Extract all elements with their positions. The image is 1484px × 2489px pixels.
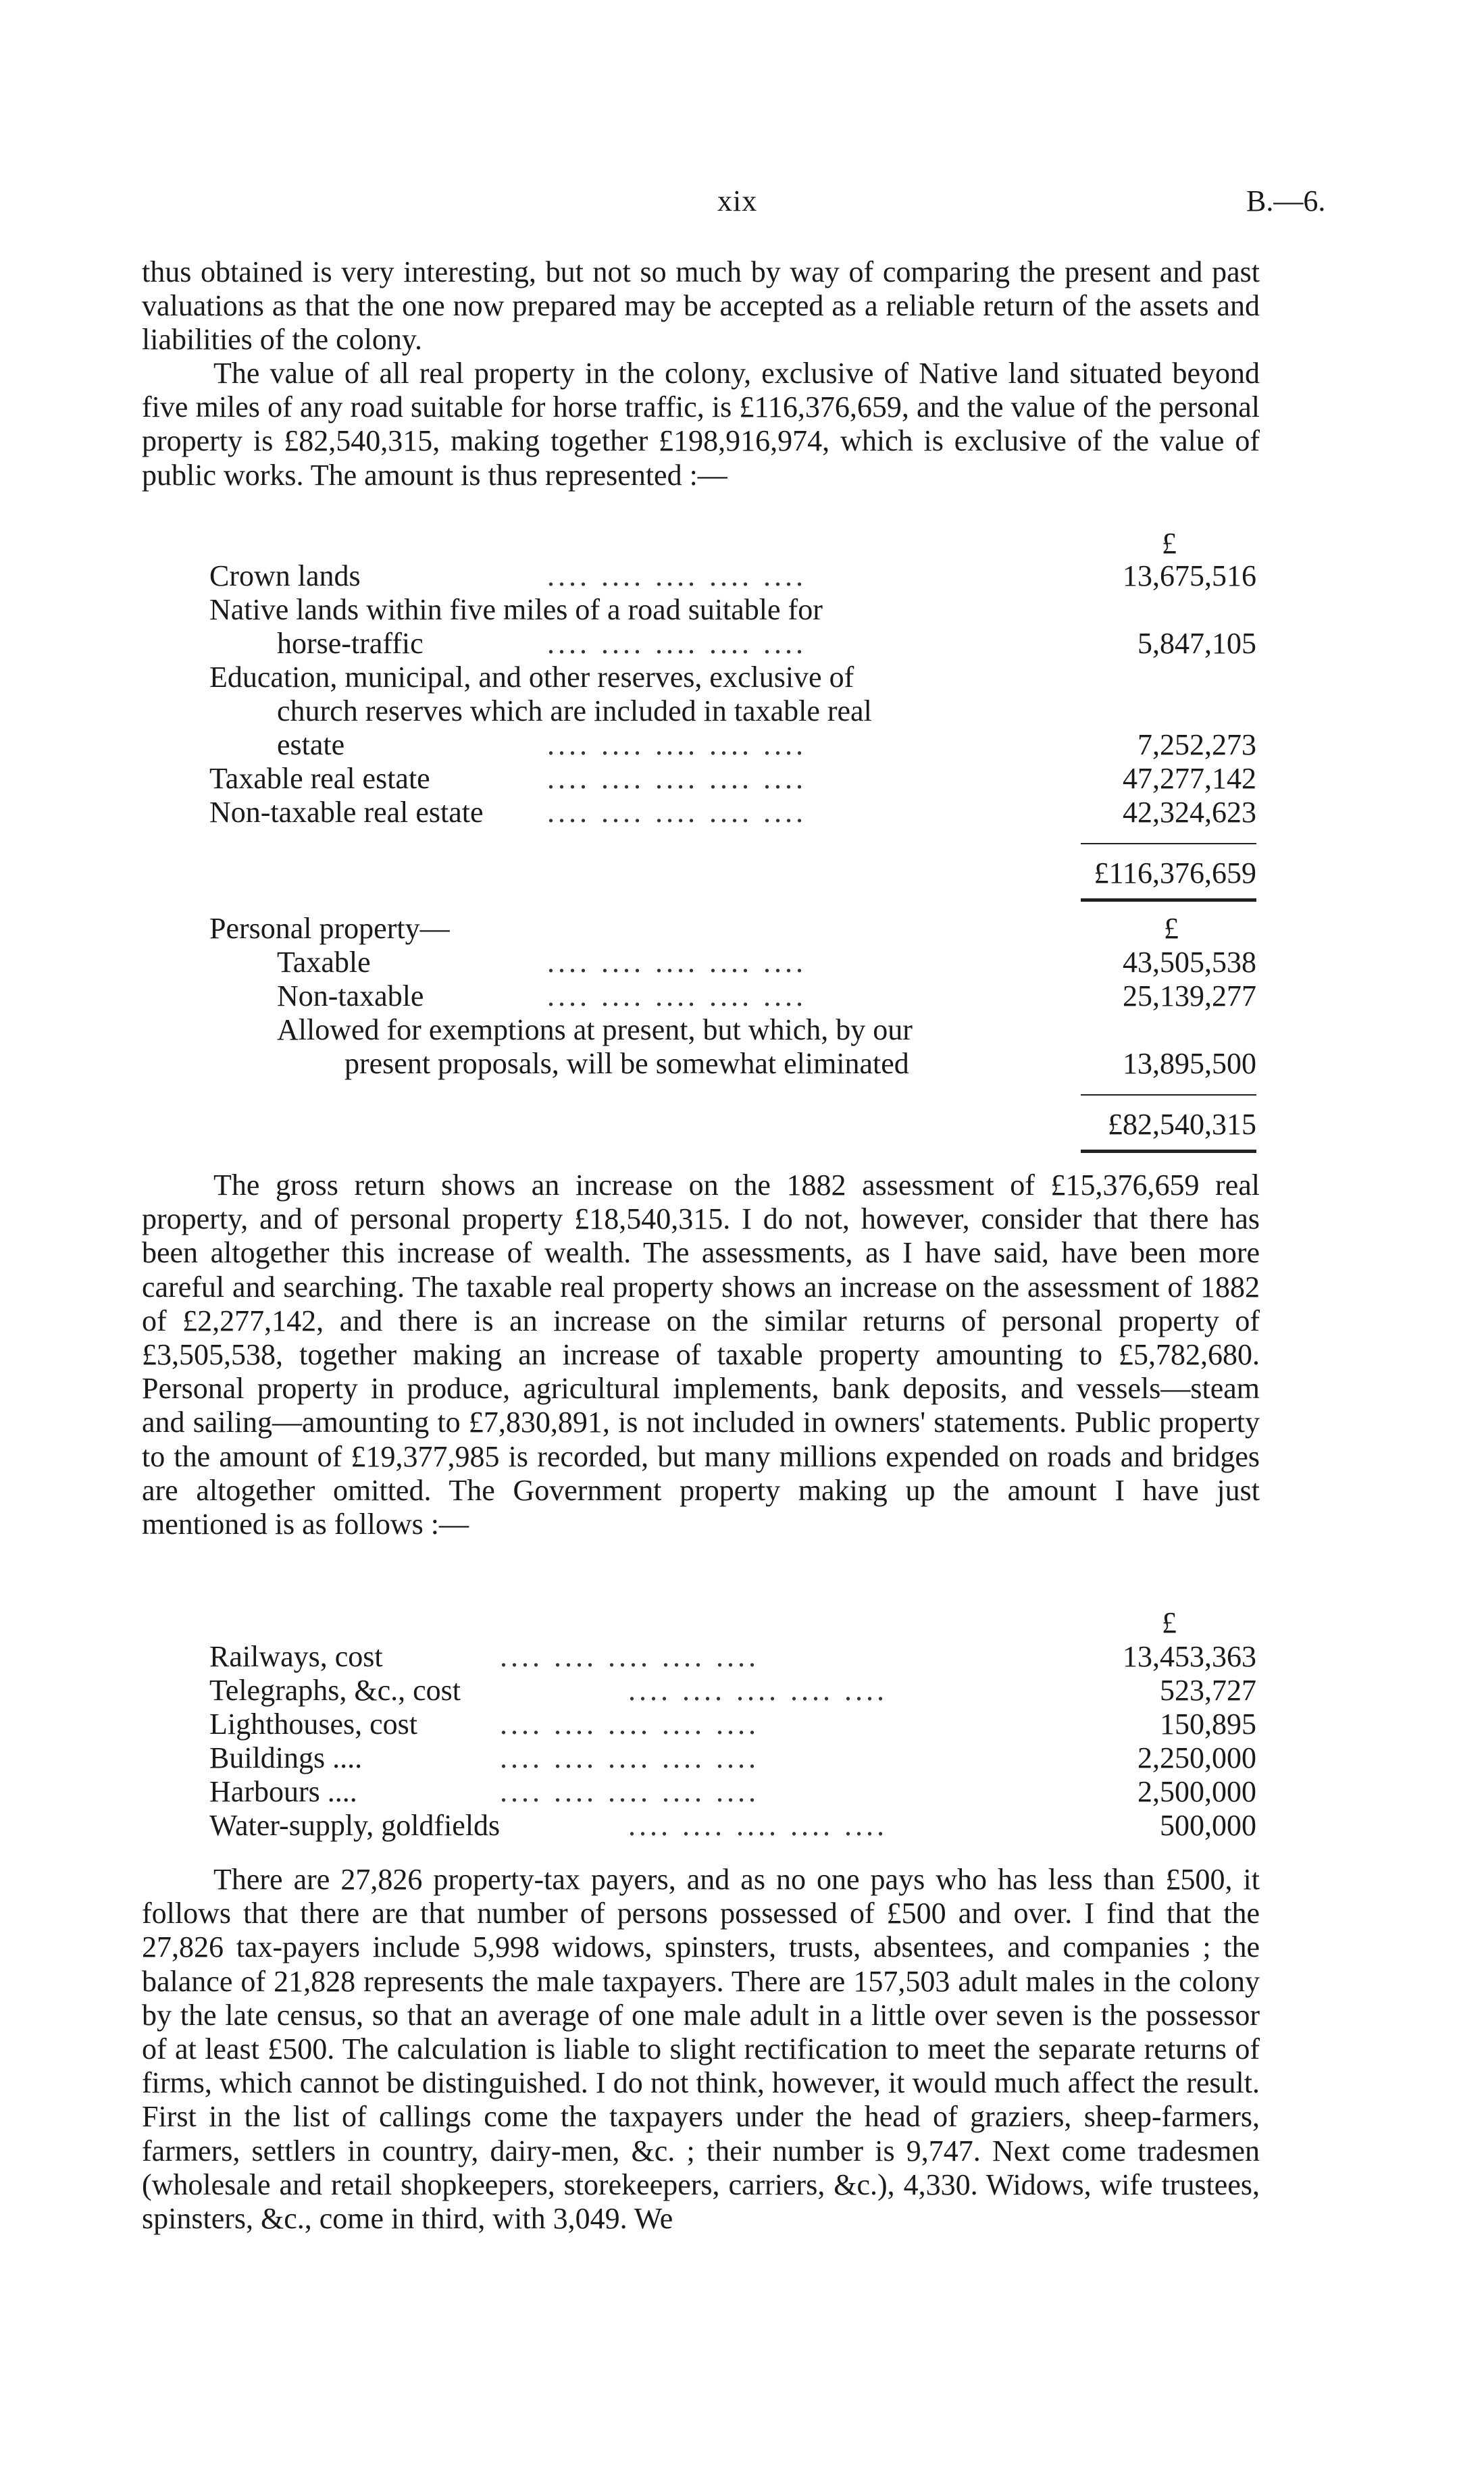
- table-row: [209, 796, 1256, 829]
- row-label: Non-taxable: [277, 979, 424, 1012]
- row-label: Taxable: [277, 946, 371, 979]
- row-amount: 500,000: [1160, 1809, 1256, 1842]
- leader-dots: .... .... .... .... ....: [500, 1775, 759, 1808]
- leader-dots: .... .... .... .... ....: [547, 946, 807, 979]
- table-row: [209, 728, 1256, 762]
- total-rule: [1081, 898, 1256, 902]
- row-label: horse-traffic: [277, 627, 424, 660]
- table-row: [209, 1047, 1256, 1081]
- row-label: Harbours ....: [209, 1775, 357, 1808]
- personal-property-total: £82,540,315: [1108, 1108, 1256, 1141]
- paragraph-gross-return: The gross return shows an increase on the 1882 assessment of £15,376,659 real property, and of personal property £18,540,315. I do not, however, consider that there has been altogether this increase of wealth. The assessments, as I have said, have been more careful and searching. The taxable real property shows an increase on the assessment of 1882 of £2,277,142, and there is an increase on the similar returns of personal property of £3,505,538, together making an increase of taxable property amounting to £5,782,680. Personal property in produce, agricultural implements, bank deposits, and vessels—steam and sailing—amounting to £7,830,891, is not included in owners' statements. Public property to the amount of £19,377,985 is recorded, but many millions expended on roads and bridges are altogether omitted. The Government property making up the amount I have just mentioned is as follows :—: [142, 1169, 1260, 1541]
- row-amount: 13,453,363: [1123, 1640, 1256, 1673]
- leader-dots: .... .... .... .... ....: [547, 559, 807, 592]
- table-row: [209, 1741, 1256, 1775]
- table-row-label-line: [209, 593, 1256, 627]
- leader-dots: .... .... .... .... ....: [500, 1741, 759, 1774]
- row-label: Education, municipal, and other reserves, exclusive of: [209, 661, 854, 694]
- row-label: Taxable real estate: [209, 762, 430, 795]
- row-label: estate: [277, 728, 345, 761]
- leader-dots: .... .... .... .... ....: [628, 1809, 888, 1842]
- row-amount: 150,895: [1160, 1708, 1256, 1741]
- table-row: [209, 1674, 1256, 1708]
- table-row: [209, 1640, 1256, 1674]
- table-row: [209, 1775, 1256, 1809]
- row-amount: 2,250,000: [1137, 1741, 1256, 1774]
- currency-header: £: [1164, 912, 1179, 945]
- row-amount: 5,847,105: [1137, 627, 1256, 660]
- table-row: [209, 979, 1256, 1013]
- personal-property-heading: Personal property—: [209, 912, 450, 945]
- row-amount: 13,895,500: [1123, 1047, 1256, 1080]
- paragraph-real-property-intro: The value of all real property in the colony, exclusive of Native land situated beyond five miles of any road suitable for horse traffic, is £116,376,659, and the value of the personal property is £82,540,315, making together £198,916,974, which is exclusive of the value of public works. The amount is thus represented :—: [142, 357, 1260, 492]
- row-amount: 42,324,623: [1123, 796, 1256, 829]
- currency-header: £: [1162, 527, 1177, 560]
- leader-dots: .... .... .... .... ....: [547, 627, 807, 660]
- leader-dots: .... .... .... .... ....: [500, 1708, 759, 1741]
- row-label: church reserves which are included in taxable real: [277, 694, 872, 727]
- table-row: [209, 1809, 1256, 1843]
- row-label: Lighthouses, cost: [209, 1708, 417, 1741]
- table-row: [209, 627, 1256, 661]
- row-amount: 2,500,000: [1137, 1775, 1256, 1808]
- row-amount: 13,675,516: [1123, 559, 1256, 592]
- leader-dots: .... .... .... .... ....: [547, 728, 807, 761]
- table-row-label-line: [209, 694, 1256, 728]
- row-label: Buildings ....: [209, 1741, 363, 1774]
- subtotal-rule: [1081, 1094, 1256, 1096]
- leader-dots: .... .... .... .... ....: [628, 1674, 888, 1707]
- row-amount: 7,252,273: [1137, 728, 1256, 761]
- leader-dots: .... .... .... .... ....: [547, 796, 807, 829]
- table-row: [209, 762, 1256, 796]
- row-label: Native lands within five miles of a road suitable for: [209, 593, 823, 626]
- row-amount: 523,727: [1160, 1674, 1256, 1707]
- paragraph-taxpayers: There are 27,826 property-tax payers, and as no one pays who has less than £500, it follows that there are that number of persons possessed of £500 and over. I find that the 27,826 tax-payers include 5,998 widows, spinsters, trusts, absentees, and companies ; the balance of 21,828 represents the male taxpayers. There are 157,503 adult males in the colony by the late census, so that an average of one male adult in a little over seven is the possessor of at least £500. The calculation is liable to slight rectification to meet the separate returns of firms, which cannot be distinguished. I do not think, however, it would much affect the result. First in the list of callings come the taxpayers under the head of graziers, sheep-farmers, farmers, settlers in country, dairy-men, &c. ; their number is 9,747. Next come tradesmen (wholesale and retail shopkeepers, storekeepers, carriers, &c.), 4,330. Widows, wife trustees, spinsters, &c., come in third, with 3,049. We: [142, 1863, 1260, 2236]
- row-label: Telegraphs, &c., cost: [209, 1674, 461, 1707]
- row-amount: 43,505,538: [1123, 946, 1256, 979]
- table-row: [209, 1708, 1256, 1741]
- table-total-row: [209, 856, 1256, 890]
- table-row-label-line: [209, 1013, 1256, 1047]
- row-amount: 25,139,277: [1123, 979, 1256, 1012]
- paragraph-continuation: thus obtained is very interesting, but not so much by way of comparing the present and past valuations as that the one now prepared may be accepted as a reliable return of the assets and liabilities of the colony.: [142, 255, 1260, 357]
- row-amount: 47,277,142: [1123, 762, 1256, 795]
- table-row-label-line: [209, 661, 1256, 694]
- row-label: Allowed for exemptions at present, but which, by our: [277, 1013, 913, 1046]
- leader-dots: .... .... .... .... ....: [500, 1640, 759, 1673]
- row-label: Railways, cost: [209, 1640, 383, 1673]
- page-number: xix: [717, 184, 758, 217]
- leader-dots: .... .... .... .... ....: [547, 979, 807, 1012]
- total-rule: [1081, 1150, 1256, 1153]
- table-total-row: [209, 1108, 1256, 1141]
- real-property-total: £116,376,659: [1094, 856, 1256, 890]
- table-heading-row: [209, 912, 1256, 946]
- row-label: Crown lands: [209, 559, 361, 592]
- row-label: Non-taxable real estate: [209, 796, 484, 829]
- subtotal-rule: [1081, 843, 1256, 844]
- row-label: Water-supply, goldfields: [209, 1809, 501, 1842]
- table-row: [209, 946, 1256, 979]
- currency-header: £: [1162, 1606, 1177, 1639]
- document-reference: B.—6.: [1246, 184, 1326, 217]
- row-label: present proposals, will be somewhat eliminated: [344, 1047, 909, 1080]
- leader-dots: .... .... .... .... ....: [547, 762, 807, 795]
- table-row: [209, 559, 1256, 593]
